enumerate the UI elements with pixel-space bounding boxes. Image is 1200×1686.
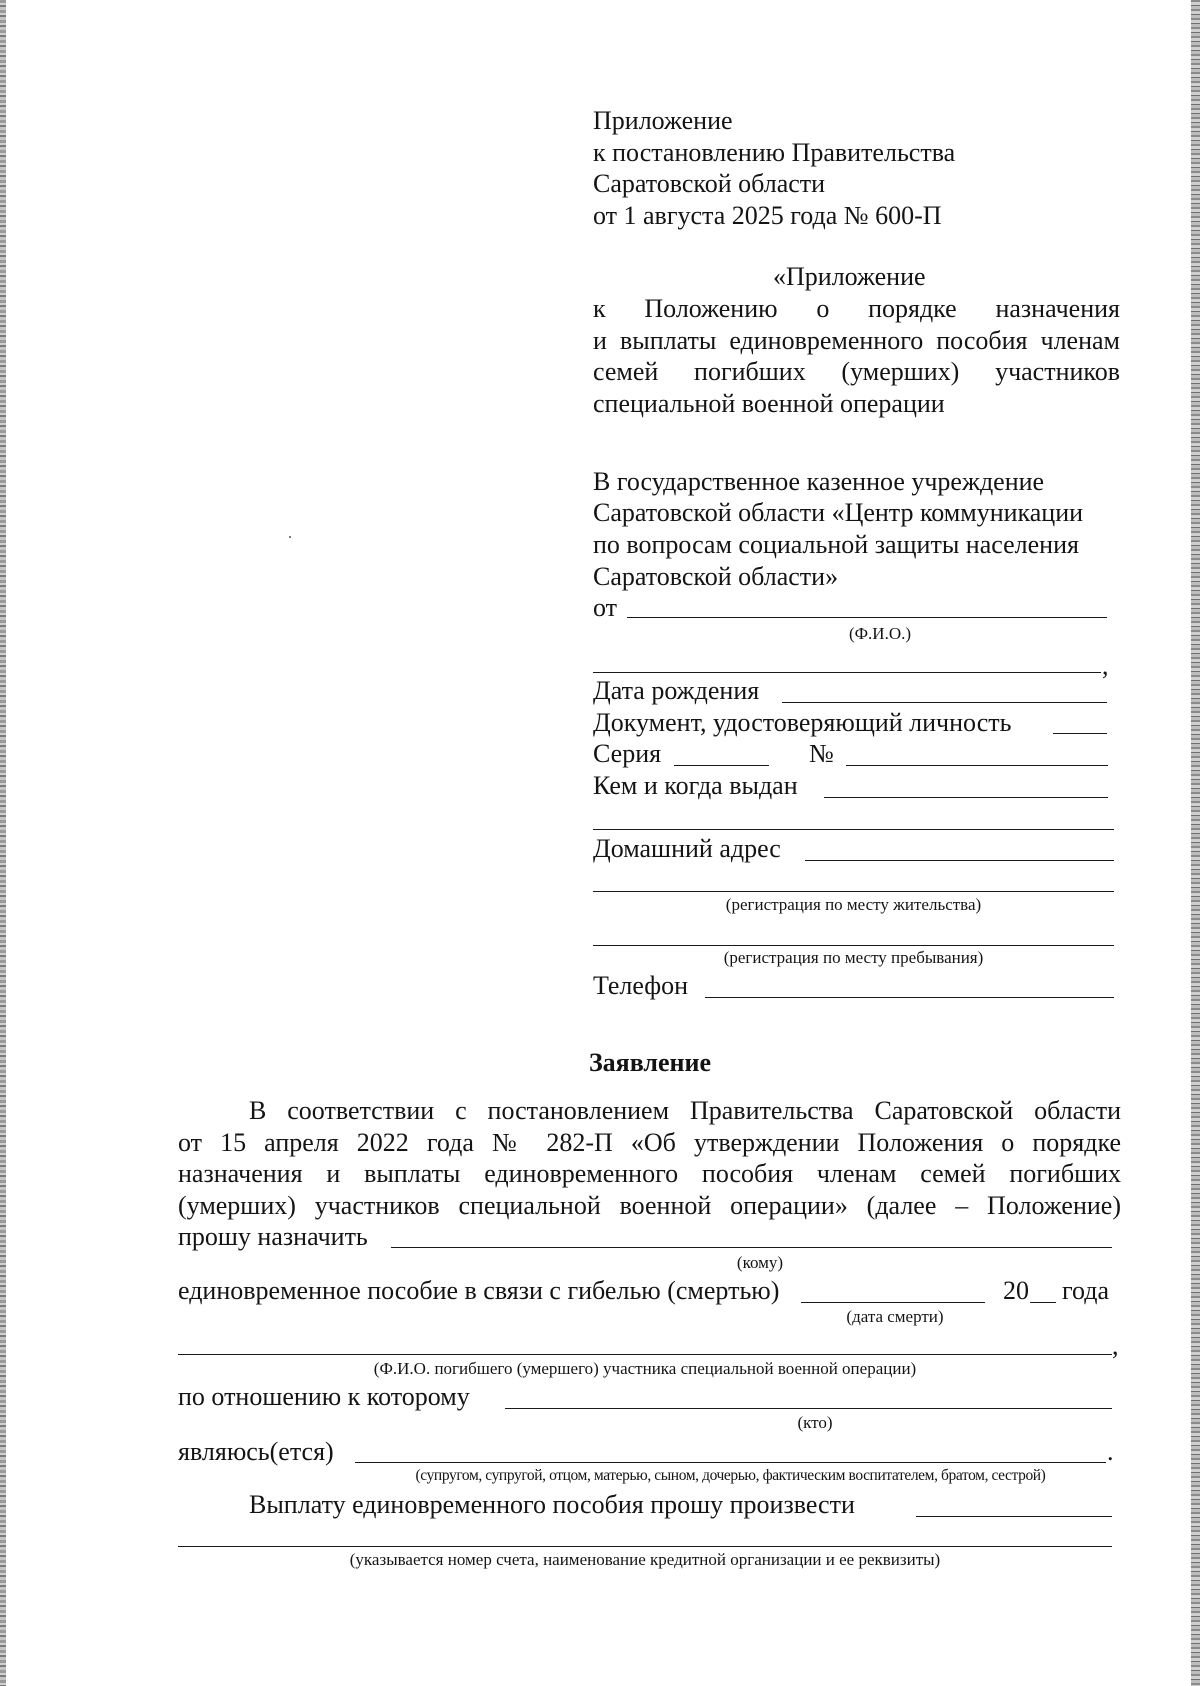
payment-field[interactable] xyxy=(916,1516,1112,1517)
appendix-line-1: к Положению о порядке назначения xyxy=(593,294,1120,323)
applicant-name-field[interactable] xyxy=(627,617,1107,618)
kinship-caption: (супругом, супругой, отцом, матерью, сыном, дочерью, фактическим воспитателем, братом, сестрой) xyxy=(415,1467,1046,1484)
home-address-field[interactable] xyxy=(805,860,1114,861)
application-title: Заявление xyxy=(588,1048,712,1077)
series-field[interactable] xyxy=(674,765,769,766)
appendix-title: «Приложение xyxy=(773,262,926,291)
year-field[interactable] xyxy=(1030,1302,1056,1303)
year-suffix: года xyxy=(1062,1276,1110,1305)
recipient-line-1: В государственное казенное учреждение xyxy=(593,467,1045,496)
home-address-label: Домашний адрес xyxy=(593,834,781,863)
deceased-comma: , xyxy=(1112,1331,1119,1360)
header-line-2: к постановлению Правительства xyxy=(593,138,956,167)
registration-residence-caption: (регистрация по месту жительства) xyxy=(725,895,982,914)
paragraph-line-3: назначения и выплаты единовременного пособия членам семей погибших xyxy=(178,1159,1121,1188)
death-date-field[interactable] xyxy=(801,1302,985,1303)
scan-border-left xyxy=(0,0,6,1686)
allowance-label: единовременное пособие в связи с гибелью (смертью) xyxy=(178,1276,780,1305)
request-label: прошу назначить xyxy=(178,1222,368,1251)
kinship-field[interactable] xyxy=(355,1462,1106,1463)
recipient-line-3: по вопросам социальной защиты населения xyxy=(593,530,1079,559)
series-label: Серия xyxy=(593,739,662,768)
relation-label: по отношению к которому xyxy=(178,1382,470,1411)
year-prefix: 20 xyxy=(1003,1276,1029,1305)
recipient-line-2: Саратовской области «Центр коммуникации xyxy=(593,498,1084,527)
appendix-line-2: и выплаты единовременного пособия членам xyxy=(593,326,1120,355)
paragraph-line-1: В соответствии с постановлением Правительства Саратовской области xyxy=(249,1096,1121,1125)
paragraph-line-2: от 15 апреля 2022 года № 282-П «Об утверждении Положения о порядке xyxy=(178,1128,1121,1157)
kinship-period: . xyxy=(1107,1437,1114,1466)
deceased-caption: (Ф.И.О. погибшего (умершего) участника специальной военной операции) xyxy=(373,1359,917,1378)
from-label: от xyxy=(593,593,618,622)
applicant-name-field-2[interactable] xyxy=(593,672,1101,673)
am-label: являюсь(ется) xyxy=(178,1437,334,1466)
whom-field[interactable] xyxy=(391,1247,1112,1248)
header-line-4: от 1 августа 2025 года № 600-П xyxy=(593,201,942,230)
birth-date-label: Дата рождения xyxy=(593,676,760,705)
header-line-1: Приложение xyxy=(593,106,733,135)
appendix-line-4: специальной военной операции xyxy=(593,389,945,418)
recipient-line-4: Саратовской области» xyxy=(593,562,839,591)
deceased-name-field[interactable] xyxy=(178,1354,1112,1355)
death-date-caption: (дата смерти) xyxy=(846,1307,944,1326)
payment-label: Выплату единовременного пособия прошу произвести xyxy=(249,1490,855,1519)
account-field[interactable] xyxy=(178,1546,1112,1547)
who-caption: (кто) xyxy=(797,1413,833,1432)
comma: , xyxy=(1102,651,1109,680)
number-label: № xyxy=(809,739,834,768)
scan-speck xyxy=(289,536,291,538)
whom-caption: (кому) xyxy=(736,1253,784,1272)
issued-label: Кем и когда выдан xyxy=(593,771,798,800)
registration-stay-field[interactable] xyxy=(593,945,1114,946)
fio-caption: (Ф.И.О.) xyxy=(848,624,912,643)
account-caption: (указывается номер счета, наименование кредитной организации и ее реквизиты) xyxy=(349,1550,941,1569)
phone-field[interactable] xyxy=(705,997,1114,998)
appendix-line-3: семей погибших (умерших) участников xyxy=(593,357,1120,386)
registration-stay-caption: (регистрация по месту пребывания) xyxy=(723,948,984,967)
registration-residence-field[interactable] xyxy=(593,891,1114,892)
issued-field[interactable] xyxy=(824,797,1108,798)
paragraph-line-4: (умерших) участников специальной военной операции» (далее – Положение) xyxy=(178,1191,1121,1220)
header-line-3: Саратовской области xyxy=(593,169,826,198)
issued-field-2[interactable] xyxy=(593,829,1114,830)
id-document-label: Документ, удостоверяющий личность xyxy=(593,708,1012,737)
scan-border-right xyxy=(1191,0,1200,1686)
birth-date-field[interactable] xyxy=(782,702,1107,703)
id-document-field[interactable] xyxy=(1053,733,1107,734)
number-field[interactable] xyxy=(846,765,1108,766)
relation-field[interactable] xyxy=(505,1408,1112,1409)
phone-label: Телефон xyxy=(593,971,689,1000)
